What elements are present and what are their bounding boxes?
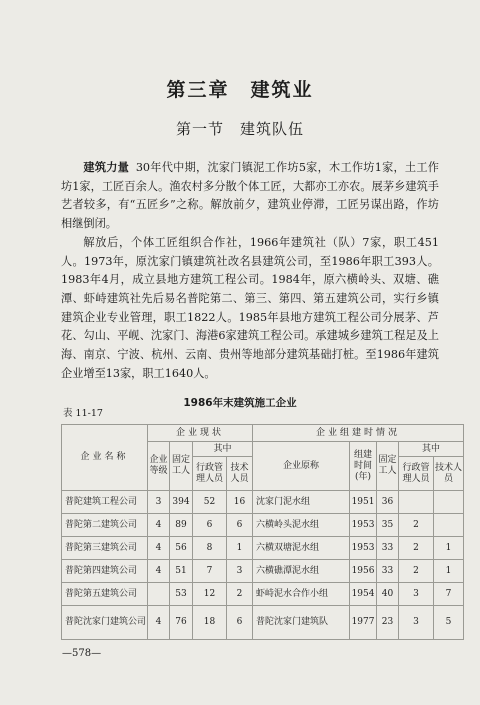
cell-name: 普陀第二建筑公司 — [62, 514, 148, 537]
cell-admin-2: 2 — [399, 514, 434, 537]
cell-workers: 394 — [170, 491, 193, 514]
cell-admin: 52 — [193, 491, 227, 514]
table-row — [62, 560, 464, 583]
cell-workers-2: 33 — [377, 537, 399, 560]
cell-workers: 56 — [170, 537, 193, 560]
table-number: 表 11-17 — [63, 408, 103, 419]
cell-tech: 3 — [227, 560, 253, 583]
header-fixed-workers: 固定工人 — [170, 442, 193, 491]
cell-workers: 53 — [170, 583, 193, 606]
cell-year: 1953 — [350, 514, 377, 537]
paragraph-lead: 建筑力量 — [83, 161, 130, 174]
cell-tech-2 — [434, 491, 464, 514]
cell-tech: 16 — [227, 491, 253, 514]
page-number: —578— — [62, 648, 102, 659]
cell-tech-2: 7 — [434, 583, 464, 606]
enterprise-table — [61, 424, 464, 640]
cell-tech: 2 — [227, 583, 253, 606]
cell-grade: 4 — [148, 514, 170, 537]
cell-original-name: 六横双塘泥水组 — [253, 537, 350, 560]
cell-tech: 6 — [227, 514, 253, 537]
cell-admin-2: 3 — [399, 606, 434, 640]
header-tech-staff-2: 技术人员 — [434, 457, 464, 491]
paragraph-1 — [61, 159, 439, 234]
cell-admin-2: 2 — [399, 537, 434, 560]
cell-workers: 89 — [170, 514, 193, 537]
cell-year: 1951 — [350, 491, 377, 514]
cell-admin: 12 — [193, 583, 227, 606]
cell-year: 1956 — [350, 560, 377, 583]
cell-workers-2: 33 — [377, 560, 399, 583]
cell-tech-2: 5 — [434, 606, 464, 640]
cell-grade: 4 — [148, 560, 170, 583]
cell-original-name: 六横岭头泥水组 — [253, 514, 350, 537]
table-row — [62, 514, 464, 537]
header-tech-staff: 技术人员 — [227, 457, 253, 491]
cell-workers-2: 35 — [377, 514, 399, 537]
cell-tech-2: 1 — [434, 560, 464, 583]
cell-admin-2: 3 — [399, 583, 434, 606]
cell-name: 普陀第五建筑公司 — [62, 583, 148, 606]
cell-name: 普陀第四建筑公司 — [62, 560, 148, 583]
section-title: 第一节 建筑队伍 — [175, 120, 304, 138]
cell-workers: 51 — [170, 560, 193, 583]
body-text — [61, 159, 439, 383]
header-enterprise-name: 企业名称 — [62, 425, 148, 491]
cell-name: 普陀沈家门建筑公司 — [62, 606, 148, 640]
table-row — [62, 606, 464, 640]
cell-admin: 18 — [193, 606, 227, 640]
header-founding-status: 企业组建时情况 — [253, 425, 464, 442]
table-row — [62, 583, 464, 606]
header-admin-staff-2: 行政管理人员 — [399, 457, 434, 491]
table-row — [62, 491, 464, 514]
cell-workers-2: 40 — [377, 583, 399, 606]
cell-grade: 3 — [148, 491, 170, 514]
cell-grade — [148, 583, 170, 606]
cell-tech: 1 — [227, 537, 253, 560]
cell-name: 普陀第三建筑公司 — [62, 537, 148, 560]
paragraph-1-text: 30年代中期，沈家门镇泥工作坊5家，木工作坊1家，土工作坊1家，工匠百余人。渔农村多分散个体工匠，大都亦工亦农。展茅乡建筑手艺者较多，有“五匠乡”之称。解放前夕，建筑业停滞，工匠另谋出路，作坊相继倒闭。 — [61, 161, 439, 231]
header-grade: 企业等级 — [148, 442, 170, 491]
cell-workers-2: 36 — [377, 491, 399, 514]
cell-admin: 6 — [193, 514, 227, 537]
cell-original-name: 沈家门泥水组 — [253, 491, 350, 514]
cell-admin-2: 2 — [399, 560, 434, 583]
cell-grade: 4 — [148, 606, 170, 640]
header-fixed-workers-2: 固定工人 — [377, 442, 399, 491]
header-admin-staff: 行政管理人员 — [193, 457, 227, 491]
cell-grade: 4 — [148, 537, 170, 560]
cell-tech-2 — [434, 514, 464, 537]
table-row — [62, 537, 464, 560]
cell-name: 普陀建筑工程公司 — [62, 491, 148, 514]
cell-original-name: 六横礁潭泥水组 — [253, 560, 350, 583]
header-current-status: 企业现状 — [148, 425, 253, 442]
cell-workers-2: 23 — [377, 606, 399, 640]
table-title: 1986年末建筑施工企业 — [183, 397, 297, 409]
header-among-2: 其中 — [399, 442, 464, 457]
header-founded-year: 组建时间(年) — [350, 442, 377, 491]
cell-year: 1953 — [350, 537, 377, 560]
cell-original-name: 普陀沈家门建筑队 — [253, 606, 350, 640]
header-original-name: 企业原称 — [253, 442, 350, 491]
header-among: 其中 — [193, 442, 253, 457]
cell-tech: 6 — [227, 606, 253, 640]
cell-year: 1954 — [350, 583, 377, 606]
cell-tech-2: 1 — [434, 537, 464, 560]
cell-admin-2 — [399, 491, 434, 514]
cell-admin: 8 — [193, 537, 227, 560]
cell-year: 1977 — [350, 606, 377, 640]
chapter-title: 第三章 建筑业 — [166, 79, 314, 101]
cell-workers: 76 — [170, 606, 193, 640]
cell-admin: 7 — [193, 560, 227, 583]
cell-original-name: 虾峙泥水合作小组 — [253, 583, 350, 606]
paragraph-2: 解放后，个体工匠组织合作社，1966年建筑社（队）7家，职工451人。1973年，原沈家门镇建筑社改名县建筑公司，至1986年职工393人。1983年4月，成立县地方建筑工程公司。1984年，原六横岭头、双塘、礁潭、虾峙建筑社先后易名普陀第二、第三、第四、第五建筑公司，实行乡镇建筑企业专业管理，职工1822人。1985年县地方建筑工程公司分展茅、芦花、勾山、平岘、沈家门、海港6家建筑工程公司。承建城乡建筑工程足及上海、南京、宁波、杭州、云南、贵州等地部分建筑基础打桩。至1986年建筑企业增至13家，职工1640人。 — [61, 235, 439, 380]
